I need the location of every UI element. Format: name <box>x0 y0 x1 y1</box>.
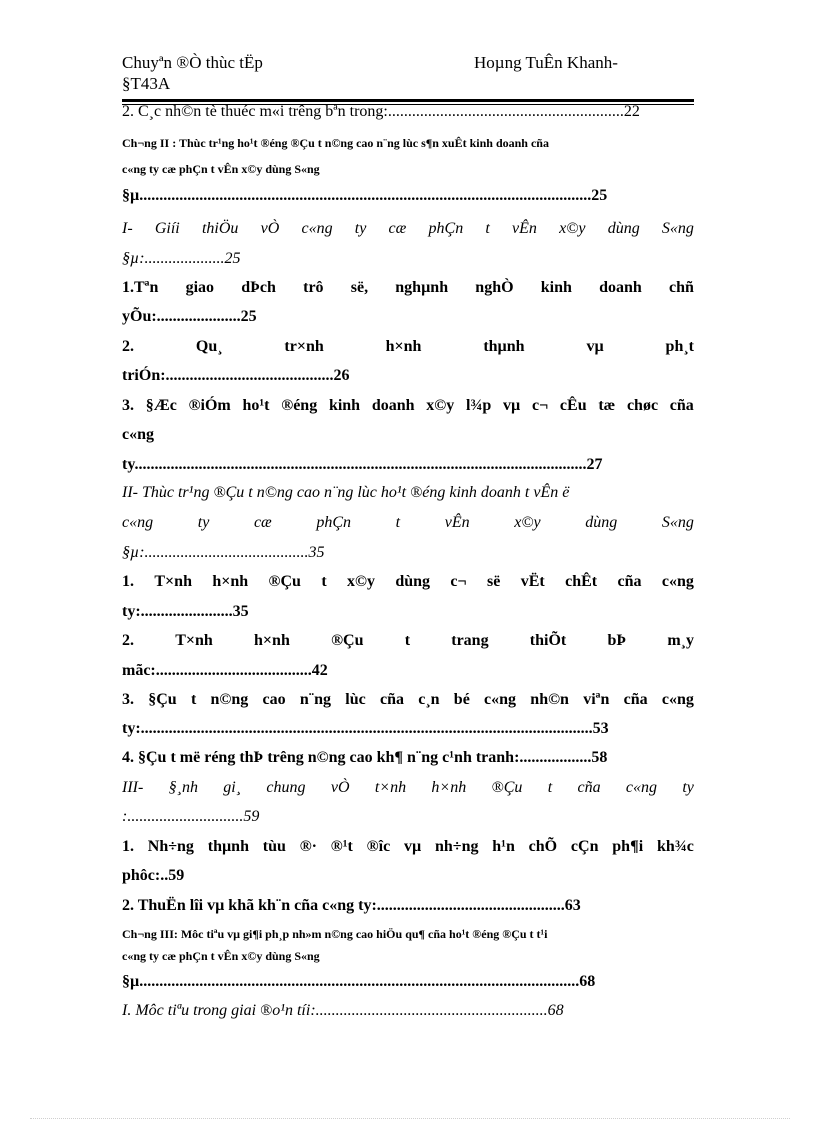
toc-word: vËt <box>520 573 545 590</box>
toc-word: giao <box>185 279 215 296</box>
toc-word: së, <box>350 279 369 296</box>
toc-word: vÊn <box>444 514 470 531</box>
toc-word: tr×nh <box>284 338 324 355</box>
toc-word: kinh <box>540 279 572 296</box>
toc-word: vµ <box>403 838 422 855</box>
toc-word: n©ng <box>210 691 249 708</box>
toc-word: t <box>404 632 411 649</box>
toc-word: vÒ <box>330 779 350 796</box>
toc-word: 1.Tªn <box>122 279 159 296</box>
header-left: Chuyªn ®Ò thùc tËp <box>122 53 263 72</box>
toc-word: thµnh <box>207 838 249 855</box>
header-right: Hoµng TuÊn Khanh- <box>474 53 618 72</box>
toc-word: S«ng <box>661 514 694 531</box>
toc-line: §µ.................................................................................................................25 <box>122 187 608 204</box>
toc-word: chung <box>266 779 306 796</box>
toc-word: ®· <box>299 838 317 855</box>
toc-word: trô <box>303 279 324 296</box>
toc-word: Qu¸ <box>195 338 223 355</box>
toc-word: 3. <box>122 397 134 414</box>
toc-word: t <box>321 573 327 590</box>
toc-word: h¹n <box>492 838 515 855</box>
toc-line: ty:.......................35 <box>122 603 249 620</box>
toc-word: h×nh <box>385 338 422 355</box>
toc-line <box>122 836 694 858</box>
toc-line: mãc:.......................................42 <box>122 662 328 679</box>
toc-word: cæ <box>388 220 407 237</box>
toc-word: I- <box>122 220 133 237</box>
toc-word: chøc <box>626 397 659 414</box>
toc-word: T×nh <box>154 573 192 590</box>
toc-word: h×nh <box>254 632 290 649</box>
toc-line <box>122 689 694 711</box>
toc-word: t <box>547 779 553 796</box>
toc-word: nghµnh <box>395 279 449 296</box>
toc-word: t <box>485 220 490 237</box>
toc-word: ®éng <box>281 397 318 414</box>
toc-line: phôc:..59 <box>122 867 185 884</box>
toc-word: chÊt <box>565 573 598 590</box>
toc-word: dùng <box>607 220 640 237</box>
toc-word: m¸y <box>667 632 694 649</box>
toc-word: tùu <box>262 838 286 855</box>
toc-word: h×nh <box>431 779 467 796</box>
toc-word: x©y <box>559 220 586 237</box>
toc-word: c«ng <box>484 691 517 708</box>
toc-word: chñ <box>669 279 694 296</box>
toc-word: Nh÷ng <box>147 838 194 855</box>
toc-word: x©y <box>426 397 455 414</box>
toc-word: c«ng <box>301 220 333 237</box>
toc-word: nh©n <box>530 691 569 708</box>
toc-chapter-heading: c«ng ty cæ phÇn t vÊn x©y dùng S«ng <box>122 949 320 963</box>
page-bottom-rule <box>30 1118 790 1119</box>
toc-word: viªn <box>583 691 610 708</box>
toc-section-heading: II- Thùc tr¹ng ®Çu t n©ng cao n¨ng lùc ho¹t ®éng kinh doanh t vÊn ë <box>122 484 570 501</box>
toc-line: triÓn:..........................................26 <box>122 367 350 384</box>
toc-word: dùng <box>585 514 618 531</box>
toc-word: cña <box>669 397 694 414</box>
toc-word: ty <box>197 514 210 531</box>
toc-word: c¬ <box>531 397 549 414</box>
toc-word: Giíi <box>154 220 180 237</box>
toc-word: thµnh <box>483 338 525 355</box>
toc-chapter-heading: Ch¬ng III: Môc tiªu vµ gi¶i ph¸p nh»m n©ng cao hiÖu qu¶ cña ho¹t ®éng ®Çu t t¹i <box>122 927 548 941</box>
toc-line: §µ:....................25 <box>122 250 241 267</box>
toc-word: bÞ <box>607 632 627 649</box>
toc-word: cña <box>577 779 601 796</box>
toc-word: ®iÓm <box>188 397 231 414</box>
toc-chapter-heading: Ch¬ng II : Thùc tr¹ng ho¹t ®éng ®Çu t n©ng cao n¨ng lùc s¶n xuÊt kinh doanh cña <box>122 136 549 150</box>
toc-line: §µ..............................................................................................................68 <box>122 973 596 990</box>
toc-line: 4. §Çu t më réng thÞ trêng n©ng cao kh¶ n¨ng c¹nh tranh:..................58 <box>122 749 608 766</box>
toc-word: ®îc <box>366 838 391 855</box>
toc-word: §Çu <box>148 691 177 708</box>
toc-word: doanh <box>599 279 642 296</box>
header-sub: §T43A <box>122 74 171 93</box>
toc-word: c«ng <box>625 779 658 796</box>
toc-line: 2. C¸c nh©n tè thuéc m«i trêng bªn trong:...........................................................22 <box>122 103 640 120</box>
toc-word: dùng <box>395 573 431 590</box>
toc-word: c¬ <box>450 573 467 590</box>
toc-word: III- <box>122 779 144 796</box>
toc-word: ho¹t <box>242 397 270 414</box>
toc-word: doanh <box>371 397 415 414</box>
toc-line <box>122 571 694 593</box>
toc-word: 2. <box>122 338 134 355</box>
toc-word: c«ng <box>661 573 694 590</box>
toc-word: phÇn <box>428 220 464 237</box>
toc-word: 2. <box>122 632 134 649</box>
toc-word: l¾p <box>465 397 492 414</box>
toc-word: gi¸ <box>223 779 242 796</box>
toc-word: vÒ <box>260 220 280 237</box>
toc-word: ty <box>354 220 367 237</box>
toc-word: x©y <box>347 573 375 590</box>
toc-word: 1. <box>122 838 134 855</box>
toc-word: cña <box>623 691 648 708</box>
toc-word: S«ng <box>661 220 694 237</box>
toc-word: c«ng <box>661 691 694 708</box>
toc-word: thiÖu <box>201 220 239 237</box>
toc-line <box>122 336 694 358</box>
toc-word: dÞch <box>241 279 276 296</box>
toc-word: 3. <box>122 691 134 708</box>
toc-word: cæ <box>253 514 272 531</box>
toc-word: kh¾c <box>656 838 694 855</box>
toc-word: ty <box>682 779 694 796</box>
toc-word: nghÒ <box>475 279 514 296</box>
toc-word: cña <box>617 573 642 590</box>
toc-section-heading: I. Môc tiªu trong giai ®o¹n tíi:..........................................................68 <box>122 1002 564 1019</box>
toc-line <box>122 395 694 417</box>
toc-word: së <box>487 573 501 590</box>
toc-word: ®Çu <box>331 632 364 649</box>
toc-line: 2. ThuËn lîi vµ khã kh¨n cña c«ng ty:...............................................63 <box>122 897 581 914</box>
toc-word: tæ <box>598 397 616 414</box>
toc-word: bé <box>453 691 470 708</box>
toc-word: T×nh <box>175 632 213 649</box>
toc-word: ph¶i <box>612 838 644 855</box>
toc-word: §Æc <box>145 397 177 414</box>
toc-line <box>122 630 694 652</box>
toc-word: c¸n <box>418 691 440 708</box>
toc-section-heading <box>122 218 694 240</box>
toc-word: cña <box>379 691 404 708</box>
toc-word: t <box>395 514 401 531</box>
toc-word: lùc <box>345 691 366 708</box>
toc-word: ®¹t <box>330 838 353 855</box>
toc-chapter-heading: c«ng ty cæ phÇn t vÊn x©y dùng S«ng <box>122 162 320 176</box>
toc-section-heading <box>122 777 694 799</box>
toc-line: yÕu:.....................25 <box>122 308 257 325</box>
toc-line: c«ng <box>122 426 154 443</box>
toc-word: x©y <box>514 514 541 531</box>
toc-line <box>122 277 694 299</box>
toc-word: cao <box>262 691 286 708</box>
toc-section-heading <box>122 512 694 534</box>
toc-line: :.............................59 <box>122 808 260 825</box>
toc-word: t×nh <box>374 779 407 796</box>
toc-word: kinh <box>328 397 361 414</box>
toc-word: nh÷ng <box>434 838 479 855</box>
toc-word: 1. <box>122 573 134 590</box>
toc-word: ®Çu <box>491 779 523 796</box>
toc-word: n¨ng <box>299 691 332 708</box>
toc-word: §¸nh <box>168 779 198 796</box>
toc-word: c«ng <box>122 514 154 531</box>
toc-word: t <box>190 691 197 708</box>
toc-word: cÇn <box>570 838 599 855</box>
toc-word: thiÕt <box>529 632 567 649</box>
toc-word: chÕ <box>528 838 558 855</box>
toc-line: §µ:.........................................35 <box>122 544 325 561</box>
toc-word: phÇn <box>316 514 352 531</box>
toc-word: ®Çu <box>268 573 301 590</box>
toc-word: trang <box>451 632 489 649</box>
toc-word: cÊu <box>559 397 587 414</box>
toc-line: ty:.................................................................................................................53 <box>122 720 609 737</box>
toc-line: ty.................................................................................................................27 <box>122 456 603 473</box>
toc-word: h×nh <box>212 573 249 590</box>
toc-word: vÊn <box>512 220 537 237</box>
toc-word: vµ <box>586 338 604 355</box>
toc-word: ph¸t <box>665 338 694 355</box>
toc-word: vµ <box>503 397 521 414</box>
